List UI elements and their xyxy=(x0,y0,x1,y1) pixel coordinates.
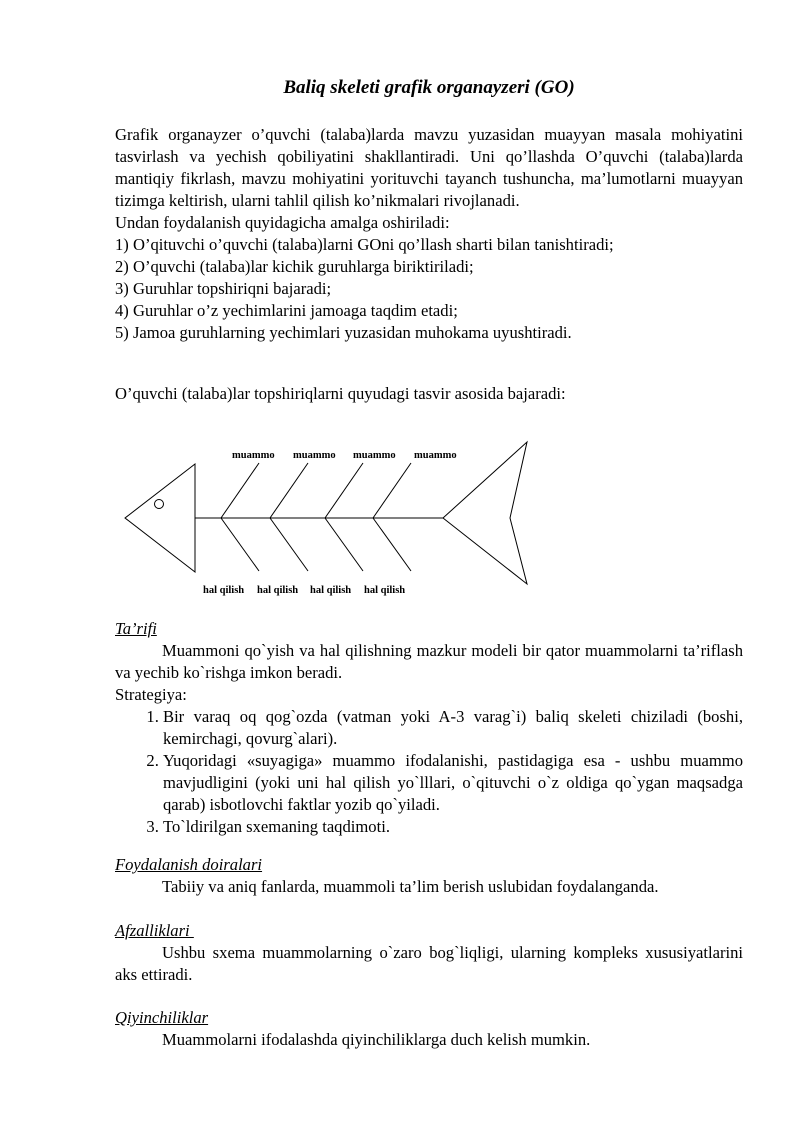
bottom-rib-4 xyxy=(373,518,411,571)
top-label-1: muammo xyxy=(232,450,275,461)
intro-section xyxy=(115,124,743,344)
strategy-list xyxy=(115,706,743,838)
task-line: O’quvchi (talaba)lar topshiriqlarni quyudagi tasvir asosida bajaradi: xyxy=(115,384,566,403)
afzalliklari-heading: Afzalliklari xyxy=(115,921,194,940)
top-label-4: muammo xyxy=(414,450,457,461)
strategy-item-2: 2. Yuqoridagi «suyagiga» muammo ifodalanishi, pastidagiga esa - ushbu muammo mavjudligini (yoki uni hal qilish yo`lllari, o`qituvchi o`z oldiga qo`ygan maqsadga qarab) isbotlovchi faktlar yozib qo`yiladi. xyxy=(163,750,743,816)
fish-tail xyxy=(443,442,527,584)
usage-heading: Undan foydalanish quyidagicha amalga oshiriladi: xyxy=(115,213,450,232)
step-2: 2) O’quvchi (talaba)lar kichik guruhlarga biriktiriladi; xyxy=(115,257,474,276)
foydalanish-text: Tabiiy va aniq fanlarda, muammoli ta’lim berish uslubidan foydalanganda. xyxy=(162,877,659,896)
tarifi-text: Muammoni qo`yish va hal qilishning mazkur modeli bir qator muammolarni ta’riflash va yechib ko`rishga imkon beradi. xyxy=(115,641,743,682)
strategy-item-1: 1. Bir varaq oq qog`ozda (vatman yoki A-3 varag`i) baliq skeleti chiziladi (boshi, kemirchagi, qovurg`alari). xyxy=(163,706,743,750)
foydalanish-section xyxy=(115,854,743,898)
intro-paragraph: Grafik organayzer o’quvchi (talaba)larda mavzu yuzasidan muayyan masala mohiyatini tasvirlash va yechish qobiliyatini shakllantiradi. Uni qo’llashda O’quvchi (talaba)larda mantiqiy fikrlash, mavzu mohiyatini yorituvchi tayanch tushuncha, ma’lumotlarni muayyan tizimga keltirish, ularni tahlil qilish ko’nikmalari rivojlanadi. xyxy=(115,125,743,210)
qiyinchiliklar-heading: Qiyinchiliklar xyxy=(115,1008,209,1027)
afzalliklari-text: Ushbu sxema muammolarning o`zaro bog`liqligi, ularning kompleks xususiyatlarini aks ettiradi. xyxy=(115,943,743,984)
step-4: 4) Guruhlar o’z yechimlarini jamoaga taqdim etadi; xyxy=(115,301,458,320)
bottom-rib-3 xyxy=(325,518,363,571)
step-3: 3) Guruhlar topshiriqni bajaradi; xyxy=(115,279,332,298)
fishbone-svg xyxy=(115,430,743,600)
bottom-label-1: hal qilish xyxy=(203,585,245,596)
top-rib-3 xyxy=(325,463,363,518)
top-label-3: muammo xyxy=(353,450,396,461)
step-1: 1) O’qituvchi o’quvchi (talaba)larni GOni qo’llash sharti bilan tanishtiradi; xyxy=(115,235,614,254)
foydalanish-heading: Foydalanish doiralari xyxy=(115,855,263,874)
qiyinchiliklar-section xyxy=(115,1007,743,1051)
bottom-rib-1 xyxy=(221,518,259,571)
top-rib-4 xyxy=(373,463,411,518)
bottom-label-2: hal qilish xyxy=(257,585,299,596)
fish-head xyxy=(125,464,195,572)
step-5: 5) Jamoa guruhlarning yechimlari yuzasidan muhokama uyushtiradi. xyxy=(115,323,572,342)
bottom-label-3: hal qilish xyxy=(310,585,352,596)
fishbone-diagram xyxy=(115,430,743,600)
bottom-label-4: hal qilish xyxy=(364,585,406,596)
bottom-rib-2 xyxy=(270,518,308,571)
afzalliklari-section xyxy=(115,920,743,986)
document-title: Baliq skeleti grafik organayzeri (GO) xyxy=(283,77,575,98)
fish-eye xyxy=(155,500,164,509)
top-label-2: muammo xyxy=(293,450,336,461)
strategy-item-3: 3. To`ldirilgan sxemaning taqdimoti. xyxy=(163,816,743,838)
top-rib-1 xyxy=(221,463,259,518)
top-rib-2 xyxy=(270,463,308,518)
strategy-label: Strategiya: xyxy=(115,685,187,704)
tarifi-heading: Ta’rifi xyxy=(115,619,157,638)
tarifi-section xyxy=(115,618,743,838)
qiyinchiliklar-text: Muammolarni ifodalashda qiyinchiliklarga duch kelish mumkin. xyxy=(162,1030,591,1049)
